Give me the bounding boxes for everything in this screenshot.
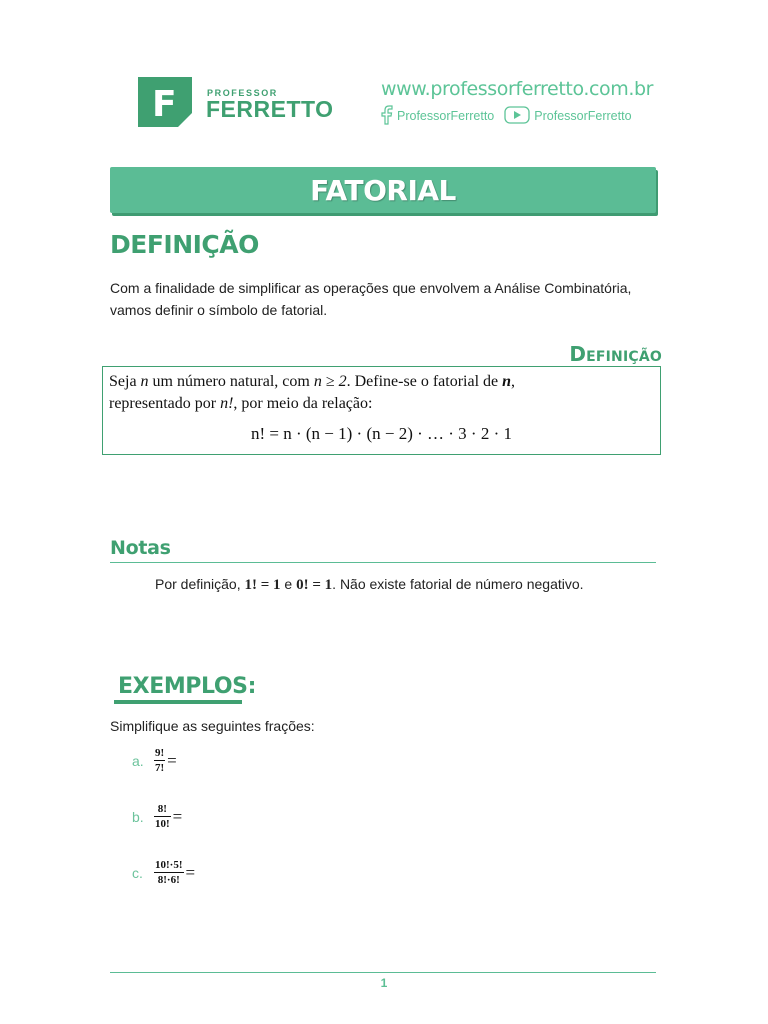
equals-sign: =	[172, 806, 183, 826]
example-letter: c.	[132, 864, 143, 881]
intro-line-2: vamos definir o símbolo de fatorial.	[110, 302, 328, 318]
example-item-b	[132, 803, 182, 830]
intro-paragraph	[110, 277, 670, 321]
definition-line-2: representado por n!, por meio da relação:	[109, 395, 373, 412]
factorial-formula: n! = n · (n − 1) · (n − 2) · … · 3 · 2 · 1	[250, 424, 513, 443]
definition-label: Definição	[569, 342, 662, 366]
facebook-icon[interactable]	[381, 105, 393, 128]
fraction-numerator: 8!	[157, 803, 167, 815]
logo-professor-text: PROFESSOR	[207, 88, 278, 98]
example-item-a	[132, 747, 177, 774]
logo-letter: F	[152, 84, 177, 125]
fraction-denominator: 8!·6!	[157, 874, 180, 886]
intro-line-1: Com a finalidade de simplificar as operações que envolvem a Análise Combinatória,	[110, 280, 632, 296]
fraction-numerator: 10!·5!	[155, 859, 183, 871]
example-fraction	[154, 803, 171, 830]
fraction-denominator: 7!	[155, 762, 165, 774]
ferretto-logo-icon	[138, 77, 192, 127]
page-number: 1	[380, 976, 388, 990]
example-fraction	[154, 747, 165, 774]
exemplos-prompt: Simplifique as seguintes frações:	[110, 718, 315, 734]
facebook-handle[interactable]: ProfessorFerretto	[397, 109, 495, 123]
notas-divider	[110, 562, 656, 563]
example-fraction	[154, 859, 184, 886]
example-letter: b.	[132, 808, 144, 825]
section-heading-definicao: DEFINIÇÃO	[110, 230, 259, 259]
example-item-c	[132, 859, 195, 886]
equals-sign: =	[167, 750, 177, 770]
exemplos-underline	[114, 700, 242, 704]
fraction-numerator: 9!	[155, 747, 165, 759]
fraction-denominator: 10!	[155, 818, 170, 830]
definition-line-1: Seja n um número natural, com n ≥ 2. Define-se o fatorial de n,	[109, 373, 516, 390]
notas-heading: Notas	[110, 537, 171, 559]
youtube-icon[interactable]	[504, 106, 530, 127]
title-banner	[110, 167, 656, 213]
social-links	[381, 106, 632, 126]
logo-ferretto-text: FERRETTO	[206, 96, 334, 122]
page-title: FATORIAL	[310, 173, 456, 207]
example-letter: a.	[132, 752, 144, 769]
equals-sign: =	[185, 862, 196, 882]
exemplos-heading: EXEMPLOS:	[118, 674, 257, 699]
notas-text: Por definição, 1! = 1 e 0! = 1. Não existe fatorial de número negativo.	[155, 576, 584, 593]
definition-text	[109, 371, 657, 415]
footer-divider	[110, 972, 656, 973]
website-link[interactable]: www.professorferretto.com.br	[381, 78, 654, 100]
youtube-handle[interactable]: ProfessorFerretto	[534, 109, 632, 123]
